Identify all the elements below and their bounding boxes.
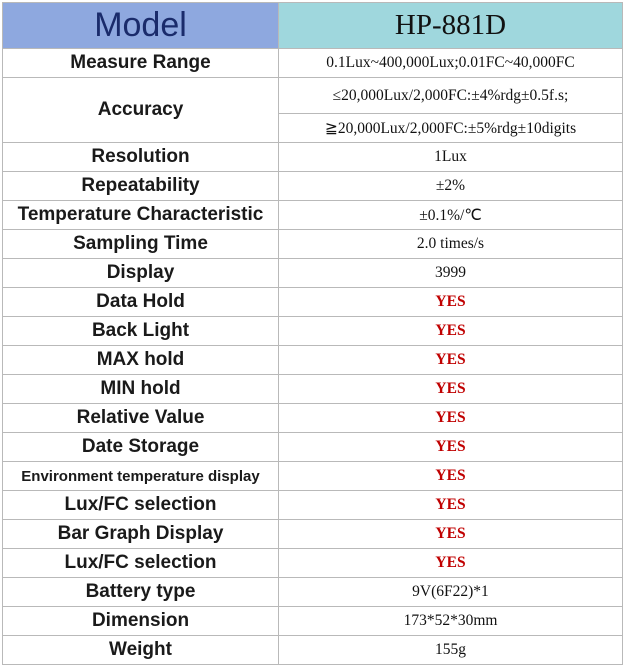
row-label: Temperature Characteristic — [3, 201, 279, 230]
table-row — [3, 578, 623, 607]
row-value: 155g — [279, 636, 623, 665]
row-label: Sampling Time — [3, 230, 279, 259]
row-value: 9V(6F22)*1 — [279, 578, 623, 607]
table-row — [3, 230, 623, 259]
row-value-yes: YES — [279, 317, 623, 346]
table-row — [3, 404, 623, 433]
table-row — [3, 607, 623, 636]
row-value-yes: YES — [279, 520, 623, 549]
row-value-yes: YES — [279, 462, 623, 491]
table-row — [3, 143, 623, 172]
row-label: Data Hold — [3, 288, 279, 317]
row-label: Relative Value — [3, 404, 279, 433]
row-label: Repeatability — [3, 172, 279, 201]
row-value-yes: YES — [279, 549, 623, 578]
model-name: HP-881D — [279, 3, 623, 49]
table-row — [3, 346, 623, 375]
row-value-yes: YES — [279, 375, 623, 404]
row-value-yes: YES — [279, 433, 623, 462]
row-value: 1Lux — [279, 143, 623, 172]
row-label: Lux/FC selection — [3, 549, 279, 578]
header-row — [3, 3, 623, 49]
row-value-yes: YES — [279, 491, 623, 520]
table-row — [3, 433, 623, 462]
table-row — [3, 49, 623, 78]
table-row — [3, 636, 623, 665]
row-label: MIN hold — [3, 375, 279, 404]
row-value: 173*52*30mm — [279, 607, 623, 636]
table-row — [3, 520, 623, 549]
row-label: Lux/FC selection — [3, 491, 279, 520]
row-label: Dimension — [3, 607, 279, 636]
table-row — [3, 78, 623, 114]
row-label: Battery type — [3, 578, 279, 607]
row-value-yes: YES — [279, 288, 623, 317]
row-value: 0.1Lux~400,000Lux;0.01FC~40,000FC — [279, 49, 623, 78]
row-value: ±0.1%/℃ — [279, 201, 623, 230]
row-label: Environment temperature display — [3, 462, 279, 491]
row-label: Measure Range — [3, 49, 279, 78]
table-row — [3, 201, 623, 230]
table-row — [3, 549, 623, 578]
row-label: Weight — [3, 636, 279, 665]
table-row — [3, 172, 623, 201]
row-value: 3999 — [279, 259, 623, 288]
row-value-yes: YES — [279, 346, 623, 375]
row-label: Back Light — [3, 317, 279, 346]
row-label: Date Storage — [3, 433, 279, 462]
row-label: Display — [3, 259, 279, 288]
row-label: Resolution — [3, 143, 279, 172]
row-label: Bar Graph Display — [3, 520, 279, 549]
table-row — [3, 375, 623, 404]
table-row — [3, 491, 623, 520]
table-row — [3, 462, 623, 491]
row-value: 2.0 times/s — [279, 230, 623, 259]
spec-table — [2, 2, 623, 665]
row-value: ±2% — [279, 172, 623, 201]
row-value: ≤20,000Lux/2,000FC:±4%rdg±0.5f.s; — [279, 78, 623, 114]
row-label: MAX hold — [3, 346, 279, 375]
table-row — [3, 259, 623, 288]
model-label: Model — [3, 3, 279, 49]
row-value-yes: YES — [279, 404, 623, 433]
row-value: ≧20,000Lux/2,000FC:±5%rdg±10digits — [279, 114, 623, 143]
table-row — [3, 288, 623, 317]
row-label: Accuracy — [3, 78, 279, 143]
table-row — [3, 317, 623, 346]
